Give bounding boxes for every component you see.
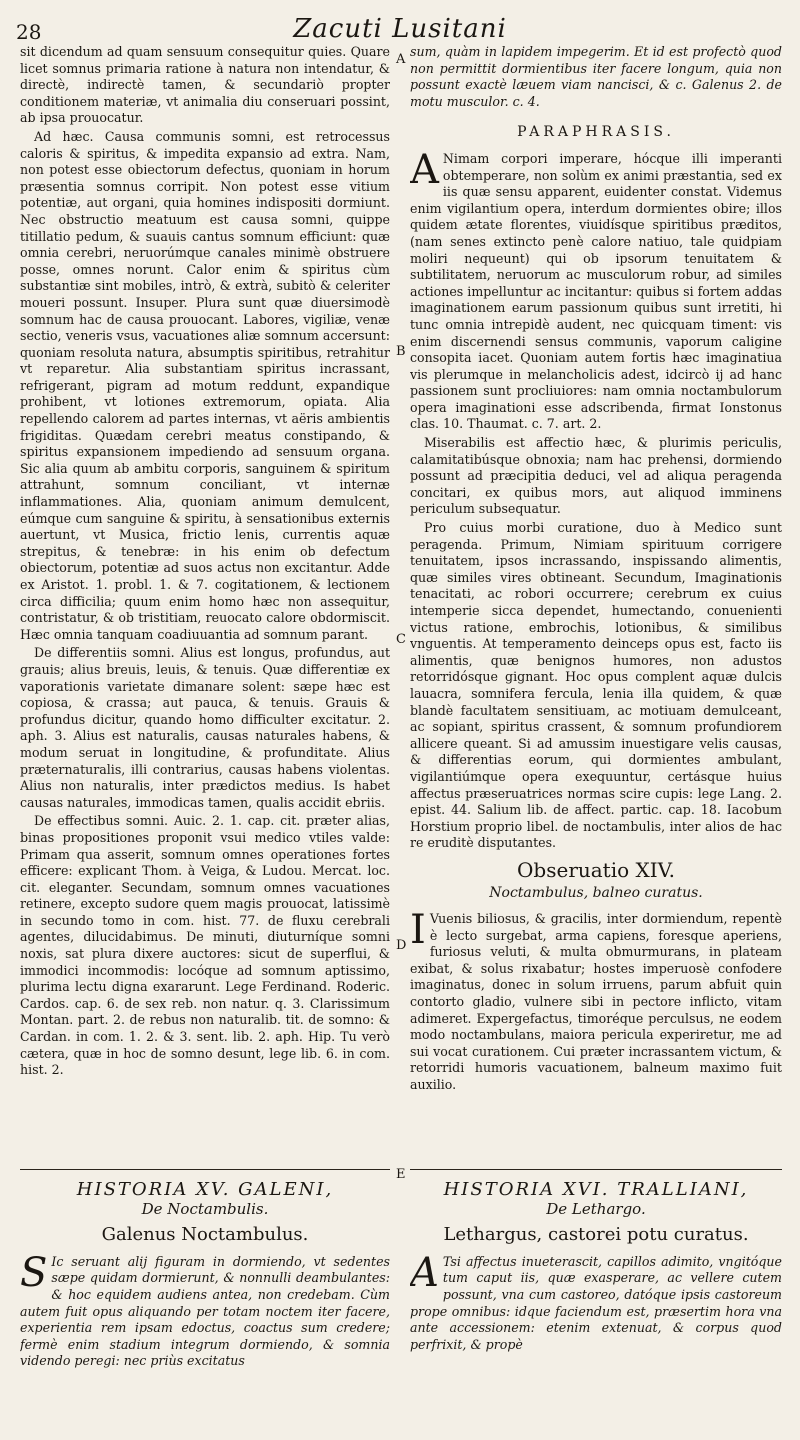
- paragraph: De differentiis somni. Alius est longus, profundus, aut grauis; alius breuis, leuis, & tenuis. Quæ differentiæ ex vaporationis varietate dimanare solent: sæpe hæc est copiosa, & crassa; aut pauca, & tenuis. Grauis & profundus dicitur, quando homo difficulter excitatur. 2. aph. 3. Alius est naturalis, causas naturales habens, & modum seruat in longitudine, & profunditate. Alius præternaturalis, illi contrarius, causas habens violentas. Alius non naturalis, inter prædictos medius. Is habet causas naturales, immodicas tamen, qualis accidit ebriis.: [20, 645, 390, 810]
- margin-letter-d: D: [396, 938, 407, 953]
- historia-subheading: De Noctambulis.: [141, 1199, 269, 1218]
- drop-cap: A: [410, 146, 439, 193]
- drop-cap: S: [20, 1249, 48, 1296]
- paragraph: Pro cuius morbi curatione, duo à Medico sunt peragenda. Primum, Nimiam spirituum corrigere tenuitatem, ipsos incrassando, inspissando alimentis, quæ similes vires obtineant. Secundum, Imaginationis tenacitati, ac robori occurrere; cerebrum ex cuius intemperie sicca dependet, humectando, conuenienti victus ratione, embrochis, lotionibus, & similibus vnguentis. At temperamento deinceps opus est, facto iis alimentis, quæ benignos humores, non adustos retorridósque gignant. Hoc opus complent aquæ dulcis lauacra, somnifera fercula, lenia illa quidem, & quæ blandè facultatem sensitiuam, ac motiuam demulceant, ac sopiant, spiritus crassent, & somnum profundiorem allicere queant. Si ad amussim inuestigare velis causas, & differentias eorum, qui dormientes ambulant, vigilantiúmque opera exequuntur, certásque huius affectus præseruatrices normas scire cupis: lege Lang. 2. epist. 44. Salium lib. de affect. partic. cap. 18. Iacobum Horstium proprio libel. de noctambulis, inter alios de hac re eruditè disputantes.: [410, 520, 782, 851]
- paragraph: [20, 1249, 390, 1370]
- page-number: 28: [16, 20, 42, 44]
- left-column: [20, 44, 390, 1166]
- historia-xv-section: [20, 1176, 390, 1434]
- running-title: Zacuti Lusitani: [293, 14, 507, 44]
- paragraph: [410, 907, 782, 1094]
- paragraph: [410, 1249, 782, 1354]
- paragraph: Miserabilis est affectio hæc, & plurimis periculis, calamitatibúsque obnoxia; nam hac prehensi, dormiendo possunt ad præcipitia deduci, vel ad aliqua peragenda concitari, ex quibus mors, aut aliquod imminens periculum subsequatur.: [410, 435, 782, 517]
- paragraph-text: Vuenis biliosus, & gracilis, inter dormiendum, repentè è lecto surgebat, arma capiens, foresque aperiens, furiosus veluti, & multa obmurmurans, in plateam exibat, & solus rixabatur; hostes imperuosè confodere imaginatus, donec in solum irruens, parum abfuit quin contorto gladio, vulnere sibi in pectore inflicto, vitam adimeret. Expergefactus, timoréque perculsus, ne eodem modo noctambulans, maiora pericula experiretur, me ad sui vocat curationem. Cui præter incrassantem victum, & retorridi humoris vacuationem, balneum maximo fuit auxilio.: [410, 911, 782, 1093]
- margin-letter-c: C: [396, 632, 406, 647]
- paragraph: De effectibus somni. Auic. 2. 1. cap. cit. præter alias, binas propositiones proponit vsui medico vtiles valde: Primam qua asserit, somnum omnes operationes fortes efficere: explicant Thom. à Veiga, & Ludou. Mercat. loc. cit. eleganter. Secundam, somnum omnes vacuationes retinere, excepto sudore quem magis prouocat, latissimè in secundo tomo in com. hist. 77. de fluxu cerebrali agentes, dilucidabimus. De minuti, diuturníque somni noxis, sat plura dixere auctores: sicut de superflui, & immodici incommodis: locóque ad somnum aptissimo, plurima lectu digna exararunt. Lege Ferdinand. Roderic. Cardos. cap. 6. de sex reb. non natur. q. 3. Clarissimum Montan. part. 2. de rebus non naturalib. tit. de somno: & Cardan. in com. 1. 2. & 3. sent. lib. 2. aph. Hip. Tu verò cætera, quæ in hoc de somno desunt, lege lib. 6. in com. hist. 2.: [20, 813, 390, 1078]
- historia-title: Galenus Noctambulus.: [101, 1224, 309, 1246]
- paragraph-text: Ic seruant alij figuram in dormiendo, vt sedentes sæpe quidam dormierunt, & nonnulli deambulantes: & hoc equidem audiens antea, non credebam. Cùm autem fuit opus aliquando per totam noctem iter facere, experientia rem ipsam edoctus, coactus sum credere; fermè enim stadium integrum dormiendo, & somnia videndo peregi: nec priùs excitatus: [20, 1253, 390, 1369]
- historia-subheading: De Lethargo.: [546, 1199, 646, 1218]
- historia-heading: HISTORIA XVI. TRALLIANI,: [443, 1179, 749, 1200]
- historia-heading: HISTORIA XV. GALENI,: [76, 1179, 334, 1200]
- margin-letter-b: B: [396, 344, 406, 359]
- section-heading: PARAPHRASIS.: [517, 124, 675, 141]
- paragraph: [410, 146, 782, 433]
- margin-letter-a: A: [396, 52, 406, 67]
- paragraph-text: Nimam corpori imperare, hócque illi imperanti obtemperare, non solùm ex animi præstantia, sed ex iis quæ sensu apparent, euidenter constat. Videmus enim vigilantium opera, interdum dormientes obire; illos quidem ætate florentes, viuidísque spiritibus præditos, (nam senes extincto penè calore natiuo, tale quidpiam moliri nequeunt) qui ob ipsorum tenuitatem & subtilitatem, neruorum ac musculorum robur, ad similes actiones impelluntur ac incitantur: quibus si fortem addas imaginationem earum passionum quibus sunt irretiti, hi tunc omnia intrepidè audent, nec quicquam timent: vis enim discernendi sensus communis, vaporum caligine consopita iacet. Quoniam autem fortis hæc imaginatiua vis plerumque in melancholicis adest, idcircò ij ad hanc passionem sunt procliuiores: nam omnia noctambulorum opera imaginationi esse adscribenda, firmat Ionstonus clas. 10. Thaumat. c. 7. art. 2.: [410, 150, 782, 432]
- paragraph: Ad hæc. Causa communis somni, est retrocessus caloris & spiritus, & impedita expansio ad extra. Nam, non potest esse obiectorum defectus, quoniam in horum præsentia somnus corripit. Non potest esse vitium potentiæ, aut organi, quia homines indispositi dormiunt. Nec obstructio meatuum est causa somni, quippe titillatio pedum, & suauis cantus somnum efficiunt: quæ omnia cerebri, neruorúmque canales minimè obstruere posse, omnes norunt. Calor enim & spiritus cùm substantiæ sint mobiles, intrò, & extrà, subitò & celeriter moueri possunt. Insuper. Plura sunt quæ diuersimodè somnum hac de causa prouocant. Labores, vigiliæ, venæ sectio, veneris vsus, vacuationes aliæ somnum accersunt: quoniam resoluta natura, absumptis spiritibus, retrahitur vt reparetur. Alia substantiam spiritus incrassant, refrigerant, pigram ad motum reddunt, expandique prohibent, vt lotiones extremorum, opiata. Alia repellendo calorem ad partes internas, vt aëris ambientis frigiditas. Quædam cerebri meatus constipando, & spiritus expansionem impediendo ad sensuum organa. Sic alia quum ab ambitu corporis, sanguinem & spiritum attrahunt, somnum conciliant, vt internæ inflammationes. Alia, quoniam animum demulcent, eúmque cum sanguine & spiritu, à sensationibus externis auertunt, vt Musica, frictio lenis, currentis aquæ strepitus, & tenebræ: in his enim ob defectum obiectorum, potentiæ ad suos actus non excitantur. Adde ex Aristot. 1. probl. 1. & 7. cogitationem, & lectionem circa difficilia; quum enim homo hæc non assequitur, contristatur, & ob tristitiam, reuocato calore obdormiscit. Hæc omnia tanquam coadiuuantia ad somnum parant.: [20, 128, 390, 642]
- divider-rule: [410, 1169, 782, 1170]
- margin-letter-e: E: [396, 1167, 406, 1182]
- drop-cap: A: [410, 1249, 439, 1296]
- paragraph-text: Tsi affectus inueterascit, capillos adimito, vngitóque tum caput iis, quæ exasperare, ac vellere cutem possunt, vna cum castoreo, datóque ipsis castoreum prope omnibus: idque faciendum est, præsertim hora vna ante accessionem: etenim extenuat, & corpus quod perfrixit, & propè: [410, 1253, 782, 1352]
- drop-cap: I: [410, 907, 426, 954]
- divider-rule: [20, 1169, 390, 1170]
- lead-italic-text: sum, quàm in lapidem impegerim. Et id est profectò quod non permittit dormientibus iter facere longum, quia non possunt exactè læuem viam nancisci, & c. Galenus 2. de motu musculor. c. 4.: [410, 44, 782, 109]
- historia-xvi-section: [410, 1176, 782, 1434]
- observatio-heading: Obseruatio XIV.: [517, 857, 675, 882]
- observatio-subtitle: Noctambulus, balneo curatus.: [489, 884, 703, 901]
- paragraph: sit dicendum ad quam sensuum consequitur quies. Quare licet somnus primaria ratione à natura non intendatur, & directè, indirectè tamen, & secundariò propter conditionem materiæ, vt animalia diu conseruari possint, ab ipsa prouocatur.: [20, 44, 390, 126]
- right-column: [410, 44, 782, 1166]
- historia-title: Lethargus, castorei potu curatus.: [443, 1224, 749, 1246]
